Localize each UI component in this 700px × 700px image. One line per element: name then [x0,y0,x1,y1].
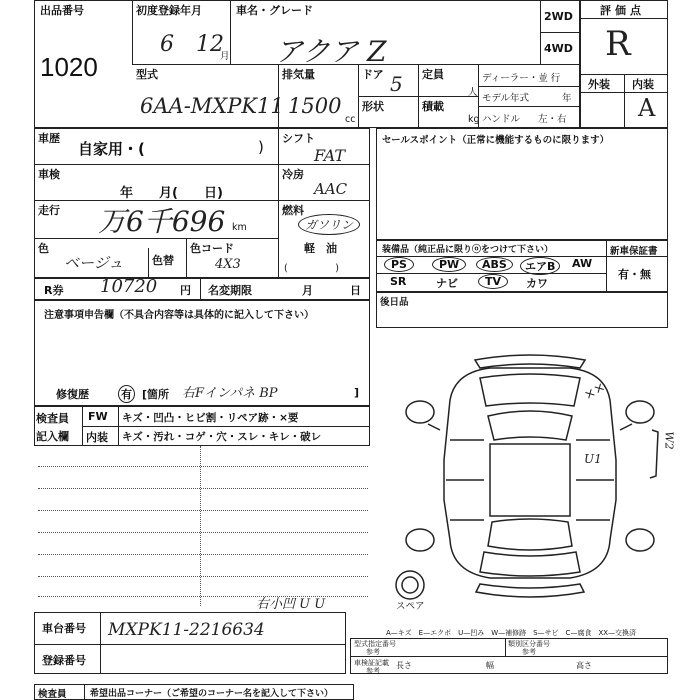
type-value: 6AA-MXPK11 [140,94,284,118]
handle-label: ハンドル [482,114,521,125]
dotted-line [38,532,368,533]
divider [82,426,370,427]
equip-airbag: エアB [520,257,560,275]
divider [100,612,101,674]
load-label: 積載 [422,100,444,113]
inspector-interior-text: キズ・汚れ・コゲ・穴・スレ・キレ・破レ [122,431,322,443]
divider [505,638,506,656]
divider [278,200,370,201]
rear-items-frame [376,292,668,328]
exterior-label: 外装 [588,78,610,91]
equip-tv: TV [478,274,508,289]
ac-value: AAC [314,180,348,198]
footer-wish-text: 希望出品コーナー（ご希望のコーナー名を記入して下さい） [90,689,334,699]
interior-score: A [638,94,656,122]
fuel-label: 燃料 [282,204,304,217]
bottom-note: 右小凹 U U [256,597,326,612]
color-code-value: 4X3 [215,257,241,272]
dims-ref: 参考 [366,667,380,675]
divider [186,238,187,278]
divider [624,74,625,128]
lot-number-label: 出品番号 [40,4,84,17]
handle-value: 左・右 [538,114,567,125]
name-grade-label: 車名・グレード [236,4,313,17]
divider [132,0,133,64]
inspection-label: 車検 [38,168,60,181]
drive-4wd: 4WD [544,42,573,55]
interior-label: 内装 [632,78,654,91]
height-label: 高さ [576,661,592,670]
divider [278,64,279,128]
doors-label: ドア [362,68,384,81]
registration-label: 登録番号 [42,654,86,667]
inspector-fw-label: FW [88,410,108,423]
person-unit: 人 [468,87,478,98]
car-diagram [380,340,680,610]
equip-navi: ナビ [436,277,458,290]
divider [376,256,668,257]
recycle-value: 10720 [100,276,158,297]
equipment-title: 装備品（純正品に限りⓞをつけて下さい） [382,245,554,255]
lot-number: 1020 [40,52,98,82]
type-cert-ref: 参考 [366,648,380,656]
model-year-label: モデル年式 [482,93,530,104]
divider [478,106,580,107]
divider [84,684,85,700]
equip-ps: PS [384,257,414,272]
divider [540,32,580,33]
first-registration-year: 6 [160,32,174,57]
ac-label: 冷房 [282,168,304,181]
color-change-label: 色替 [152,254,174,267]
history-close: ) [258,138,264,156]
history-value: 自家用・( [78,140,145,158]
dotted-line [38,466,368,467]
recycle-label: R券 [44,284,64,297]
eval-score: R [605,24,631,64]
warranty-value: 有・無 [618,268,651,281]
divider [350,656,668,657]
equip-leather: カワ [526,277,548,290]
dotted-line [38,488,368,489]
recycle-frame [34,278,370,300]
divider [230,0,231,64]
divider [34,164,278,165]
divider [478,64,479,128]
eval-label: 評価点 [600,4,645,17]
divider [278,164,370,165]
inspection-value: 年 月( 日) [120,186,223,201]
divider [478,86,580,87]
divider [34,238,278,239]
equip-abs: ABS [476,257,513,272]
color-code-label: 色コード [190,242,234,255]
damage-mark-w2: W2 [662,431,676,450]
displacement-label: 排気量 [282,68,315,81]
warranty-label: 新車保証書 [610,246,658,257]
dealer-label: ディーラー・並 行 [482,73,561,84]
equip-sr: SR [390,275,407,288]
type-label: 型式 [136,68,158,81]
sales-points-label: セールスポイント（正常に機能するものに限ります） [382,135,610,146]
chassis-value: MXPK11-2216634 [108,620,265,640]
km-unit: km [232,222,247,233]
drive-2wd: 2WD [544,10,573,23]
equip-aw: AW [572,257,593,270]
capacity-label: 定員 [422,68,444,81]
kg-unit: kg [468,114,480,125]
doors-value: 5 [390,72,403,96]
divider [278,128,279,278]
divider [580,92,668,93]
divider [606,240,607,292]
divider [200,278,201,300]
mileage-value: 万6千696 [98,205,226,238]
recycle-yen: 円 [180,284,191,297]
divider [148,248,149,278]
cc-unit: cc [345,114,356,125]
notes-title: 注意事項申告欄（不具合内容等は具体的に記入して下さい） [44,310,314,321]
inspector-interior-label: 内装 [86,431,108,444]
shift-value: FAT [314,146,346,165]
name-change-day: 日 [350,284,361,297]
chassis-label: 車台番号 [42,622,86,635]
year-unit: 年 [562,93,572,104]
name-grade-value: アクア Z [275,35,387,68]
first-registration-month: 12 [196,32,224,57]
inspector-label-1: 検査員 [36,412,69,425]
name-change-label: 名変期限 [208,284,252,297]
color-label: 色 [38,242,49,255]
fuel-value: ガソリン [298,214,360,235]
divider [200,446,201,606]
category-label: 類別区分番号 [508,640,550,648]
spare-label: スペア [396,601,425,612]
shape-label: 形状 [362,100,384,113]
category-ref: 参考 [522,648,536,656]
length-label: 長さ [396,661,412,670]
dotted-line [38,576,368,577]
type-cert-label: 型式指定番号 [354,640,396,648]
dims-label: 車検証記載 [354,659,389,667]
month-unit: 月 [220,51,230,62]
location-label: [箇所 [142,388,170,401]
history-label: 車歴 [38,132,60,145]
dotted-line [38,554,368,555]
repair-label: 修復歴 [56,388,89,401]
first-registration-label: 初度登録年月 [136,4,202,17]
damage-mark-xx: ×× [581,379,609,404]
width-label: 幅 [486,661,494,670]
dotted-line [38,510,368,511]
divider [580,18,668,19]
fuel-paren: ( ) [284,263,339,274]
divider [34,644,346,645]
repair-mark: 有 [118,385,135,403]
rear-items-label: 後日品 [380,297,409,308]
mileage-label: 走行 [38,204,60,217]
color-value: ベージュ [64,254,124,272]
damage-codes-legend: A—キズ E—エクボ U—凹み W—補修跡 S—サビ C—腐食 XX—交換済 [386,629,637,637]
inspector-fw-text: キズ・凹凸・ヒビ割・リペア跡・×要 [122,412,299,424]
displacement-value: 1500 [288,94,342,118]
damage-mark-u1: U1 [584,452,602,466]
location-value: 右Fインパネ BP [182,386,278,401]
divider [418,64,419,128]
inspector-label-2: 記入欄 [36,430,69,443]
equip-pw: PW [432,257,466,272]
footer-inspector-label: 検査員 [38,689,67,700]
location-close: ] [354,386,360,399]
name-change-month: 月 [302,284,313,297]
fuel-alt: 軽 油 [304,242,337,255]
shift-label: シフト [282,132,315,145]
